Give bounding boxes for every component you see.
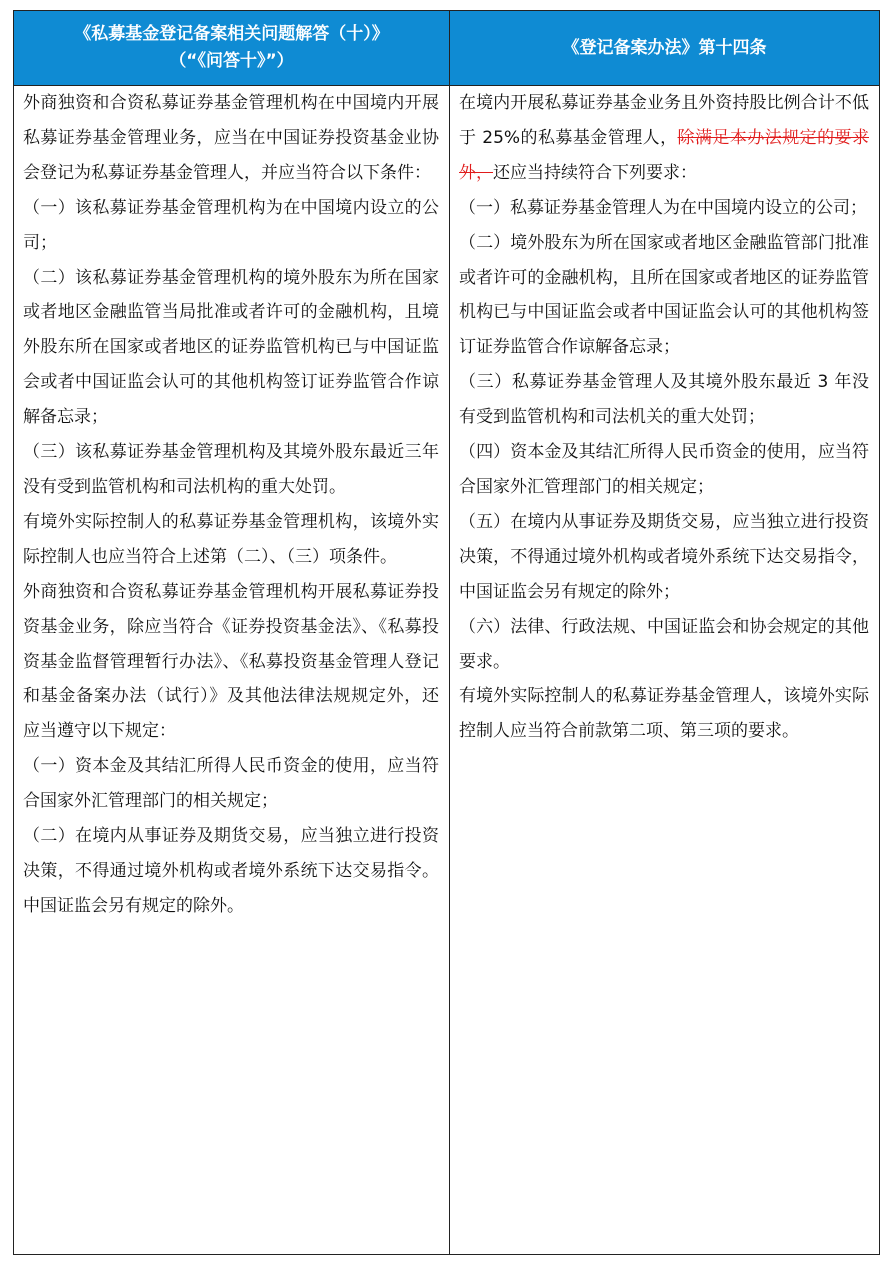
- left-column-cell: [14, 86, 450, 1255]
- left-column-text: [14, 86, 449, 924]
- right-paragraph: （二）境外股东为所在国家或者地区金融监管部门批准或者许可的金融机构，且所在国家或者地区的证券监管机构已与中国证监会或者中国证监会认可的其他机构签订证券监管合作谅解备忘录；: [459, 232, 869, 358]
- left-paragraph: （一）该私募证券基金管理机构为在中国境内设立的公司；: [23, 197, 439, 253]
- header-left-title: 《私募基金登记备案相关问题解答（十）》: [74, 24, 389, 44]
- left-paragraph: （三）该私募证券基金管理机构及其境外股东最近三年没有受到监管机构和司法机构的重大处罚。: [23, 442, 439, 497]
- left-paragraph: 外商独资和合资私募证券基金管理机构在中国境内开展私募证券基金管理业务，应当在中国证券投资基金业协会登记为私募证券基金管理人，并应当符合以下条件：: [23, 93, 439, 183]
- table-header-row: [14, 11, 880, 86]
- right-paragraph: （四）资本金及其结汇所得人民币资金的使用，应当符合国家外汇管理部门的相关规定；: [459, 442, 869, 497]
- right-paragraph: 有境外实际控制人的私募证券基金管理人，该境外实际控制人应当符合前款第二项、第三项的要求。: [459, 686, 869, 742]
- header-left-subtitle: （“《问答十》”）: [169, 51, 294, 71]
- right-paragraph: （六）法律、行政法规、中国证监会和协会规定的其他要求。: [459, 616, 869, 672]
- left-paragraph: 有境外实际控制人的私募证券基金管理机构，该境外实际控制人也应当符合上述第（二）、（三）项条件。: [23, 511, 439, 567]
- comparison-table: [13, 10, 880, 1255]
- right-column-text: [450, 86, 879, 749]
- header-right: [450, 11, 880, 86]
- header-left: [14, 11, 450, 86]
- right-column-cell: [450, 86, 880, 1255]
- right-paragraph: （一）私募证券基金管理人为在中国境内设立的公司；: [459, 197, 867, 218]
- right-paragraph: （三）私募证券基金管理人及其境外股东最近 3 年没有受到监管机构和司法机关的重大处罚；: [459, 372, 869, 428]
- deleted-text: 除满足本办法规定的要求外，: [459, 127, 869, 183]
- left-paragraph: （一）资本金及其结汇所得人民币资金的使用，应当符合国家外汇管理部门的相关规定；: [23, 756, 439, 812]
- intro-text-continued: 还应当持续符合下列要求：: [493, 162, 697, 183]
- table-body-row: [14, 86, 880, 1255]
- left-paragraph: 外商独资和合资私募证券基金管理机构开展私募证券投资基金业务，除应当符合《证券投资基金法》、《私募投资基金监督管理暂行办法》、《私募投资基金管理人登记和基金备案办法（试行）》及其他法律法规规定外，还应当遵守以下规定：: [23, 581, 439, 742]
- intro-text: 在境内开展私募证券基金业务且外资持股比例合计不低于 25%的私募基金管理人，: [459, 93, 869, 148]
- left-paragraph: （二）该私募证券基金管理机构的境外股东为所在国家或者地区金融监管当局批准或者许可的金融机构，且境外股东所在国家或者地区的证券监管机构已与中国证监会或者中国证监会认可的其他机构签订证券监管合作谅解备忘录；: [23, 267, 439, 428]
- right-intro-paragraph: [459, 86, 869, 191]
- header-right-title: 《登记备案办法》第十四条: [562, 37, 767, 58]
- left-paragraph: （二）在境内从事证券及期货交易，应当独立进行投资决策，不得通过境外机构或者境外系统下达交易指令。中国证监会另有规定的除外。: [23, 826, 439, 916]
- right-paragraph: （五）在境内从事证券及期货交易，应当独立进行投资决策，不得通过境外机构或者境外系统下达交易指令，中国证监会另有规定的除外；: [459, 511, 869, 602]
